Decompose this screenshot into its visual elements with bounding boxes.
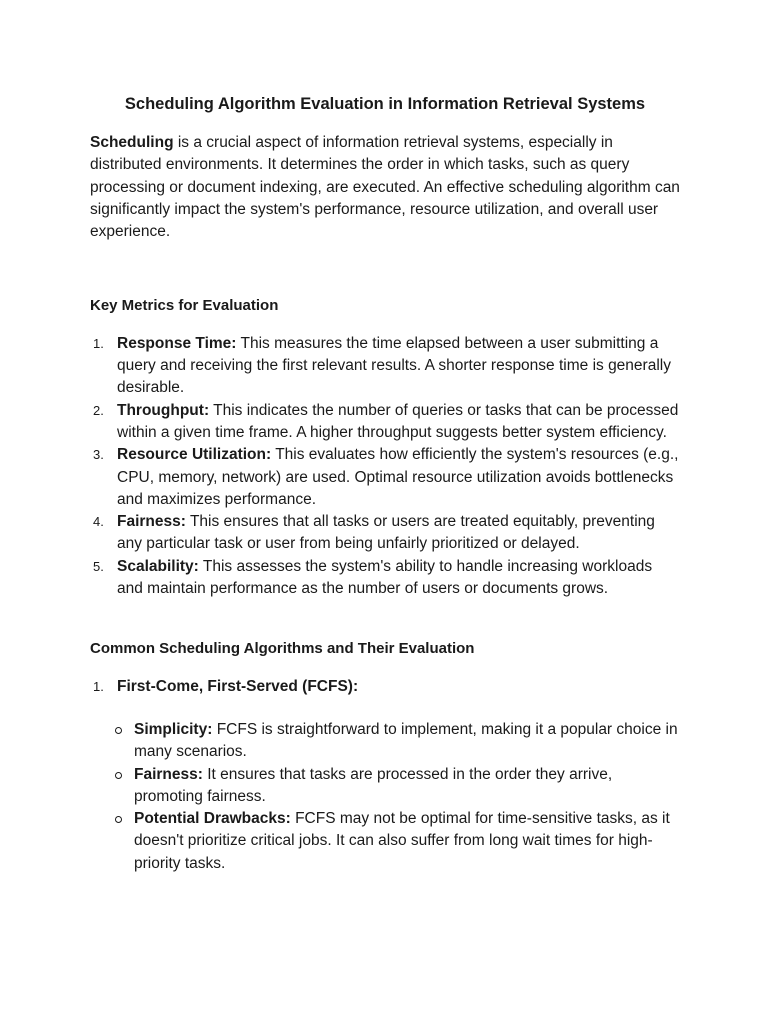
intro-text: is a crucial aspect of information retrieval systems, especially in distributed environments. It determines the order in which tasks, such as query processing or document indexing, are executed. An effective scheduling algorithm can significantly impact the system's performance, resource utilization, and overall user experience.	[90, 134, 680, 241]
list-number: 5.	[93, 558, 104, 574]
metric-term: Fairness:	[117, 513, 186, 531]
section-heading-key-metrics: Key Metrics for Evaluation	[90, 297, 279, 315]
algorithm-name: First-Come, First-Served (FCFS):	[117, 677, 359, 695]
metrics-list	[90, 333, 680, 601]
document-page	[90, 92, 680, 875]
metric-item	[90, 400, 680, 445]
metric-term: Throughput:	[117, 401, 210, 419]
sublist-item	[90, 808, 680, 875]
sublist-item	[90, 764, 680, 809]
metric-text: This ensures that all tasks or users are treated equitably, preventing any particular task or user from being unfairly prioritized or delayed.	[117, 513, 655, 553]
intro-bold-term: Scheduling	[90, 134, 174, 151]
metric-item	[90, 444, 680, 511]
sub-text: FCFS may not be optimal for time-sensitive tasks, as it doesn't prioritize critical jobs. It can also suffer from long wait times for high-priority tasks.	[134, 810, 670, 872]
list-number: 1.	[93, 678, 104, 694]
fcfs-sublist	[90, 719, 680, 875]
section-heading-common-algorithms: Common Scheduling Algorithms and Their Evaluation	[90, 640, 475, 658]
sub-text: FCFS is straightforward to implement, making it a popular choice in many scenarios.	[134, 720, 678, 761]
list-number: 2.	[93, 402, 104, 418]
metric-item	[90, 556, 680, 601]
circle-bullet-icon	[115, 816, 122, 823]
sublist-item	[90, 719, 680, 764]
metric-term: Resource Utilization:	[117, 446, 272, 464]
metric-item	[90, 333, 680, 400]
list-number: 4.	[93, 514, 104, 530]
metric-text: This evaluates how efficiently the system's resources (e.g., CPU, memory, network) are used. Optimal resource utilization avoids bottlenecks and maximizes performance.	[117, 446, 679, 508]
metric-item	[90, 511, 680, 556]
list-number: 1.	[93, 335, 104, 351]
intro-paragraph	[90, 132, 680, 243]
metric-text: This assesses the system's ability to handle increasing workloads and maintain performance as the number of users or documents grows.	[117, 557, 653, 598]
list-number: 3.	[93, 447, 104, 463]
document-title: Scheduling Algorithm Evaluation in Information Retrieval Systems	[124, 95, 646, 113]
sub-term: Simplicity:	[134, 720, 213, 738]
metric-text: This indicates the number of queries or tasks that can be processed within a given time frame. A higher throughput suggests better system efficiency.	[117, 401, 679, 441]
sub-term: Potential Drawbacks:	[134, 810, 291, 828]
metric-text: This measures the time elapsed between a user submitting a query and receiving the first relevant results. A shorter response time is generally desirable.	[117, 334, 671, 397]
circle-bullet-icon	[115, 772, 122, 779]
sub-text: It ensures that tasks are processed in the order they arrive, promoting fairness.	[134, 765, 613, 805]
metric-term: Scalability:	[117, 557, 199, 575]
metric-term: Response Time:	[117, 334, 237, 352]
algorithm-item	[90, 676, 680, 698]
circle-bullet-icon	[115, 727, 122, 734]
sub-term: Fairness:	[134, 765, 203, 783]
